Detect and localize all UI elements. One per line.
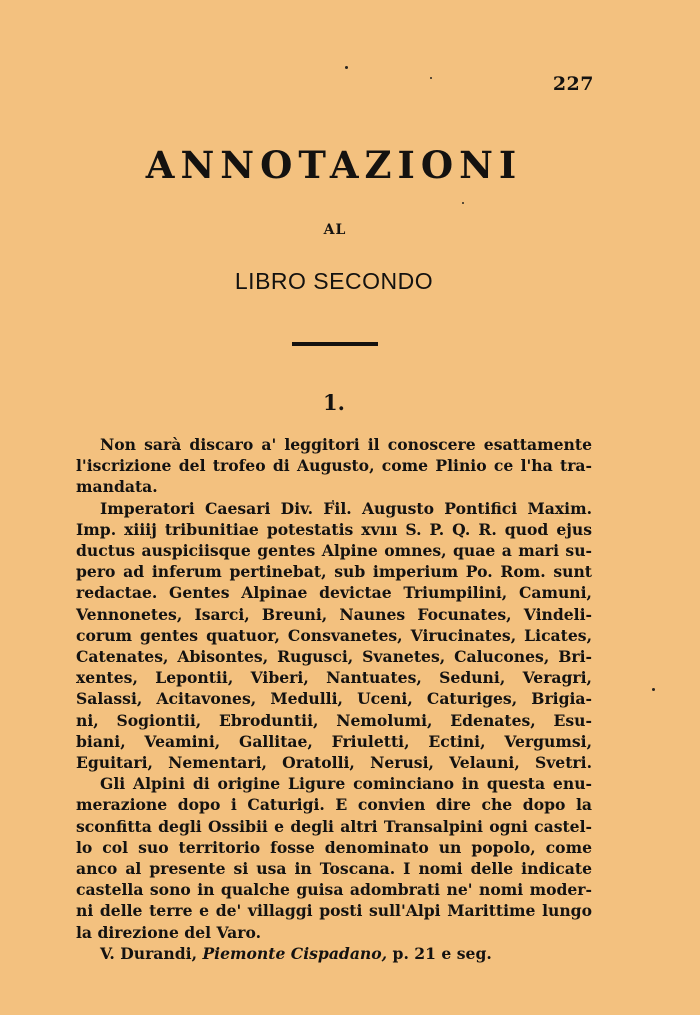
citation-line xyxy=(76,943,592,964)
citation-author: V. Durandi, xyxy=(100,943,203,963)
section-divider xyxy=(292,342,378,346)
ink-speck xyxy=(430,77,432,79)
text-line: ni delle terre e de' villaggi posti sull'Alpi Marittime lungo xyxy=(76,901,592,921)
text-line: ni, Sogiontii, Ebroduntii, Nemolumi, Edenates, Esu- xyxy=(76,710,592,730)
section-number: 1. xyxy=(323,390,345,415)
text-line: mandata. xyxy=(76,477,158,497)
ink-speck xyxy=(462,202,464,204)
text-line: Vennonetes, Isarci, Breuni, Naunes Focunates, Vindeli- xyxy=(76,604,592,624)
paragraph-ligurian-alpines xyxy=(76,773,592,943)
text-line: l'iscrizione del trofeo di Augusto, come Plinio ce l'ha tra- xyxy=(76,456,592,476)
text-line: Eguitari, Nementari, Oratolli, Nerusi, Velauni, Svetri. xyxy=(76,753,592,773)
text-line: sconfitta degli Ossibii e degli altri Transalpini ogni castel- xyxy=(76,816,592,836)
paragraph-intro xyxy=(76,434,592,498)
text-line: Catenates, Abisontes, Rugusci, Svanetes, Calucones, Bri- xyxy=(76,647,592,667)
text-line: corum gentes quatuor, Consvanetes, Virucinates, Licates, xyxy=(76,625,592,645)
ink-speck xyxy=(652,688,655,691)
text-line: lo col suo territorio fosse denominato un popolo, come xyxy=(76,837,592,857)
title-preposition: AL xyxy=(323,222,347,238)
text-line: xentes, Lepontii, Viberi, Nantuates, Seduni, Veragri, xyxy=(76,668,592,688)
text-line: Salassi, Acitavones, Medulli, Uceni, Caturiges, Brigia- xyxy=(76,689,592,709)
text-line: Imp. xiiij tribunitiae potestatis xvııı S. P. Q. R. quod ejus xyxy=(76,519,592,539)
page-number: 227 xyxy=(552,73,594,95)
text-line: la direzione del Varo. xyxy=(76,922,262,942)
text-line: Non sarà discaro a' leggitori il conoscere esattamente xyxy=(100,435,592,454)
page-title: ANNOTAZIONI xyxy=(145,143,523,187)
text-line: Imperatori Caesari Div. Fil. Augusto Pontifici Maxim. xyxy=(100,498,592,518)
text-line: anco al presente si usa in Toscana. I nomi delle indicate xyxy=(76,859,592,879)
citation-work: Piemonte Cispadano, xyxy=(202,943,388,963)
text-line: redactae. Gentes Alpinae devictae Triumpilini, Camuni, xyxy=(76,583,592,603)
page-subtitle: LIBRO SECONDO xyxy=(234,268,434,294)
text-line: merazione dopo i Caturigi. E convien dire che dopo la xyxy=(76,795,592,815)
citation-pages: p. 21 e seg. xyxy=(387,943,492,963)
annotation-body xyxy=(76,434,592,964)
text-line: biani, Veamini, Gallitae, Friuletti, Ectini, Vergumsi, xyxy=(76,731,592,751)
paragraph-inscription xyxy=(76,498,592,774)
citation xyxy=(76,943,592,964)
text-line: castella sono in qualche guisa adombrati ne' nomi moder- xyxy=(76,880,592,900)
ink-speck xyxy=(345,66,348,69)
text-line: ductus auspiciisque gentes Alpine omnes, quae a mari su- xyxy=(76,541,592,561)
text-line: pero ad inferum pertinebat, sub imperium Po. Rom. sunt xyxy=(76,562,592,582)
text-line: Gli Alpini di origine Ligure cominciano in questa enu- xyxy=(100,774,592,794)
